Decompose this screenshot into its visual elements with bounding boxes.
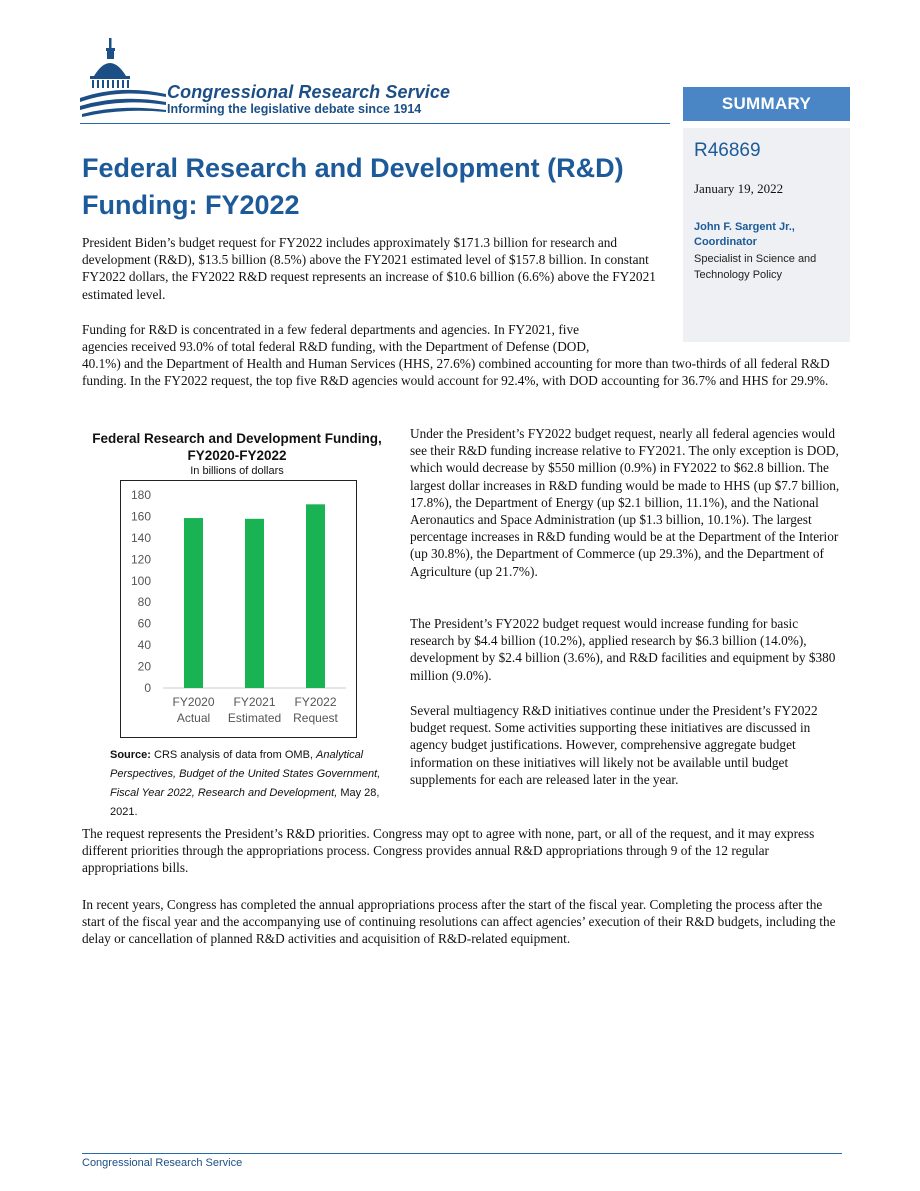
x-tick-label: FY2020 — [172, 695, 215, 709]
header-divider — [80, 123, 670, 124]
bar-fy2021-estimated — [245, 519, 264, 688]
y-tick-label: 60 — [137, 616, 151, 631]
x-tick-label: Estimated — [227, 711, 282, 725]
y-tick-label: 180 — [130, 488, 151, 502]
chart-subtitle: In billions of dollars — [190, 465, 284, 477]
y-tick-label: 0 — [144, 681, 151, 695]
source-publication: Analytical Perspectives, Budget of the United States Government, Fiscal Year 2022, Research and Development, — [110, 749, 381, 799]
report-number: R46869 — [694, 140, 761, 161]
source-text: CRS analysis of data from OMB, — [154, 749, 313, 761]
y-tick-label: 100 — [130, 573, 151, 588]
paragraph-agency-changes: Under the President’s FY2022 budget request, nearly all federal agencies would see their R&D funding increase relative to FY2021. The only exception is DOD, which would decrease by $550 million (0.9%) in FY2022 to $62.8 billion. The largest dollar increases in R&D funding would be made to HHS (up $7.7 billion, 17.8%), the Department of Energy (up $2.1 billion, 11.1%), and the National Aeronautics and Space Administration (up $1.3 billion, 10.1%). The largest percentage increases in R&D funding would be at the Department of the Interior (up 30.8%), the Department of Commerce (up 29.3%), and the Department of Agriculture (up 21.7%). — [410, 426, 840, 579]
rd-funding-bar-chart — [120, 480, 357, 738]
x-tick-label: FY2021 — [233, 695, 276, 709]
y-tick-label: 40 — [137, 638, 151, 653]
report-date: January 19, 2022 — [694, 181, 784, 196]
x-tick-label: FY2022 — [294, 695, 337, 709]
y-tick-label: 80 — [137, 595, 151, 610]
footer-org-name: Congressional Research Service — [82, 1157, 243, 1169]
org-tagline: Informing the legislative debate since 1914 — [167, 102, 422, 116]
paragraph-multiagency-initiatives: Several multiagency R&D initiatives continue under the President’s FY2022 budget request. Some activities supporting these initiatives are discussed in agency budget justifications. However, comprehensive aggregate budget information on these initiatives will likely not be available until budget supplements for each are released later in the year. — [410, 703, 818, 787]
y-tick-label: 120 — [130, 552, 151, 567]
paragraph-appropriations-process: In recent years, Congress has completed the annual appropriations process after the start of the fiscal year. Completing the process after the start of the fiscal year and the accompanying use of continuing resolutions can affect agencies’ execution of their R&D budgets, including the delay or cancellation of planned R&D activities and acquisition of R&D-related equipment. — [82, 897, 836, 947]
author-title: Specialist in Science and Technology Policy — [694, 253, 817, 281]
source-label: Source: — [110, 749, 151, 761]
footer-divider — [82, 1153, 842, 1154]
paragraph-research-types: The President’s FY2022 budget request would increase funding for basic research by $4.4 billion (10.2%), applied research by $6.3 billion (14.0%), development by $2.4 billion (3.6%), and R&D facilities and equipment by $380 million (9.0%). — [410, 616, 836, 683]
paragraph-agency-concentration: 40.1%) and the Department of Health and Human Services (HHS, 27.6%) combined accounting for more than two-thirds of all federal R&D funding. In the FY2022 request, the top five R&D agencies would account for 92.4%, with DOD accounting for 36.7% and HHS for 29.9%. — [82, 356, 830, 389]
page-title: Federal Research and Development (R&D) Funding: FY2022 — [82, 153, 624, 220]
paragraph-agency-line-1: Funding for R&D is concentrated in a few federal departments and agencies. In FY2021, five — [82, 322, 580, 337]
author-name: John F. Sargent Jr., Coordinator — [694, 221, 795, 248]
source-date: May 28, 2021. — [110, 787, 380, 818]
y-tick-label: 20 — [137, 659, 151, 674]
org-name: Congressional Research Service — [167, 82, 451, 102]
summary-label: SUMMARY — [683, 87, 850, 121]
chart-source-note — [110, 746, 392, 822]
paragraph-agency-line-2: agencies received 93.0% of total federal R&D funding, with the Department of Defense (DOD, — [82, 339, 590, 354]
y-tick-label: 160 — [130, 509, 151, 524]
x-tick-label: Request — [293, 711, 338, 725]
paragraph-budget-overview: President Biden’s budget request for FY2022 includes approximately $171.3 billion for research and development (R&D), $13.5 billion (8.5%) above the FY2021 estimated level of $157.8 billion. In constant FY2022 dollars, the FY2022 R&D request represents an increase of $10.6 billion (6.6%) above the FY2021 estimated level. — [82, 235, 656, 302]
paragraph-congress-priorities: The request represents the President’s R&D priorities. Congress may opt to agree with none, part, or all of the request, and it may express different priorities through the appropriations process. Congress provides annual R&D appropriations through 9 of the 12 regular appropriations bills. — [82, 826, 815, 876]
chart-title: Federal Research and Development Funding, FY2020-FY2022 — [92, 431, 382, 463]
y-tick-label: 140 — [130, 530, 151, 545]
bar-fy2022-request — [306, 504, 325, 688]
crs-capitol-dome-logo-icon — [80, 36, 170, 120]
x-tick-label: Actual — [176, 711, 211, 725]
bar-fy2020-actual — [184, 518, 203, 688]
